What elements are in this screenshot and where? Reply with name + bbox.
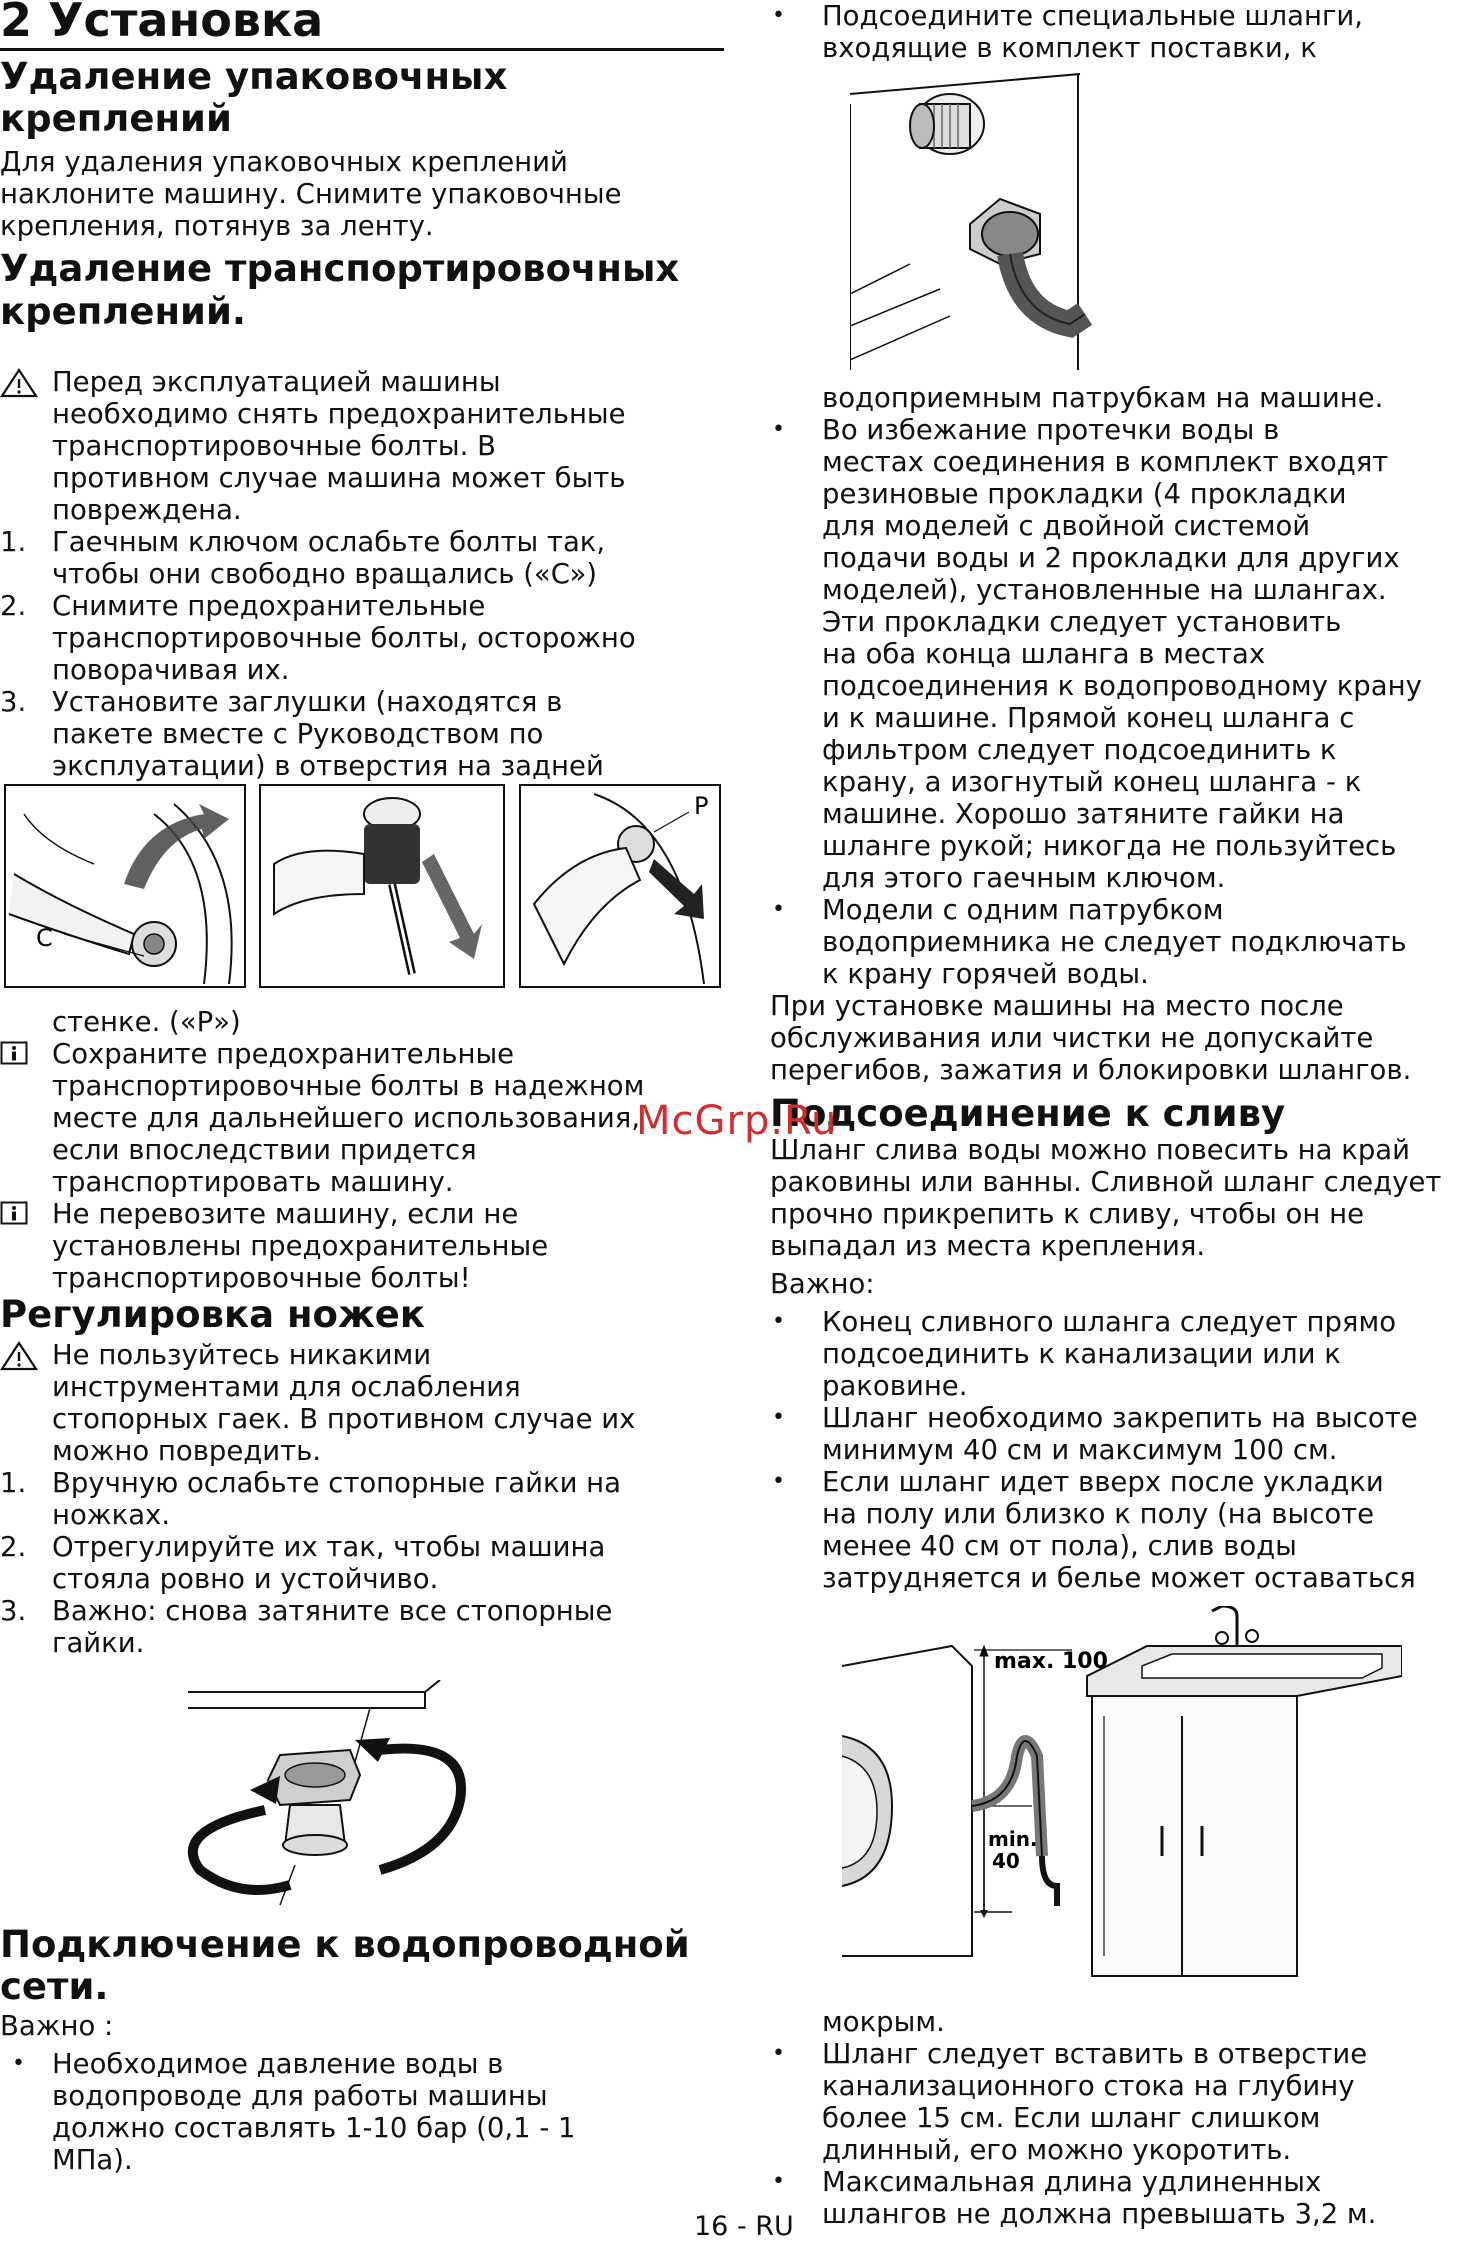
warning-text: Перед эксплуатацией машины необходимо снять предохранительные транспортировочные болты. В противном случае машина может быть повреждена. [52, 366, 626, 526]
chapter-title: 2 Установка [0, 0, 324, 47]
label-p: P [694, 792, 709, 820]
drain-text: раковины или ванны. Сливной шланг следует [770, 1166, 1442, 1198]
heading-transport-2: креплений. [0, 290, 246, 333]
info-icon [0, 1201, 28, 1225]
inlet-nozzle [910, 94, 984, 154]
page-number: 16 - RU [694, 2211, 794, 2242]
label-min: min. [988, 1827, 1038, 1851]
service-text: перегибов, зажатия и блокировки шлангов. [770, 1054, 1412, 1086]
heading-water-1: Подключение к водопроводной [0, 1923, 690, 1966]
drain-hose-figure [842, 1606, 1402, 1980]
hose-nut [970, 199, 1085, 324]
important-label: Важно : [0, 2010, 114, 2042]
drain-text: выпадал из места крепления. [770, 1230, 1206, 1262]
label-min-value: 40 [992, 1849, 1020, 1873]
important-label: Важно: [770, 1268, 875, 1300]
heading-packaging-1: Удаление упаковочных [0, 55, 508, 98]
packaging-text: крепления, потянув за ленту. [0, 210, 434, 242]
label-c: C [36, 924, 53, 952]
heading-transport-1: Удаление транспортировочных [0, 247, 680, 290]
heading-drain: Подсоединение к сливу [770, 1092, 1286, 1135]
feet-adjustment-figure [180, 1680, 480, 1910]
packaging-text: Для удаления упаковочных креплений [0, 146, 568, 178]
packaging-text: наклоните машину. Снимите упаковочные [0, 178, 622, 210]
drain-text: прочно прикрепить к сливу, чтобы он не [770, 1198, 1365, 1230]
heading-packaging-2: креплений [0, 97, 232, 140]
transport-bolts-figure [4, 784, 722, 988]
warning-triangle-icon [0, 1341, 38, 1371]
warning-text: Не пользуйтесь никакими инструментами для ослабления стопорных гаек. В противном случае их можно повредить. [52, 1339, 636, 1467]
label-max: max. 100 [994, 1649, 1108, 1674]
drain-text: Шланг слива воды можно повесить на край [770, 1134, 1411, 1166]
info-text: Не перевозите машину, если не установлены предохранительные транспортировочные болты! [52, 1198, 549, 1294]
service-text: обслуживания или чистки не допускайте [770, 1022, 1374, 1054]
warning-triangle-icon [0, 368, 38, 398]
chapter-rule [0, 48, 724, 51]
watermark: McGrp.Ru [636, 1098, 838, 1144]
service-text: При установке машины на место после [770, 990, 1344, 1022]
info-text: Сохраните предохранительные транспортировочные болты в надежном месте для дальнейшего использования, если впоследствии придется транспортировать машину. [52, 1038, 645, 1198]
heading-water-2: сети. [0, 1965, 109, 2008]
hose-connection-figure [850, 64, 1140, 370]
info-icon [0, 1041, 28, 1065]
heading-feet: Регулировка ножек [0, 1293, 425, 1336]
